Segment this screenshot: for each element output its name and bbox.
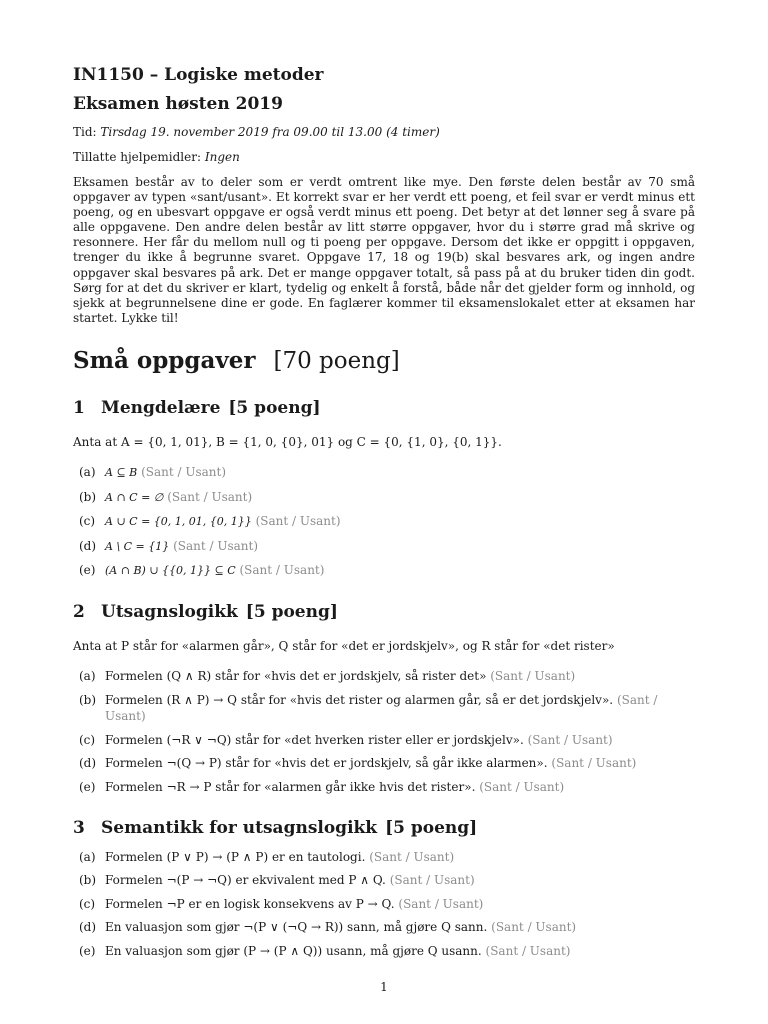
question-text: A ∪ C = {0, 1, 01, {0, 1}} <box>105 515 252 529</box>
exam-instructions: Eksamen består av to deler som er verdt omtrent like mye. Den første delen består av 70 små oppgaver av typen «sant/usant». Et korrekt svar er her verdt ett poeng, et feil svar er verdt minus ett poeng, og en ubesvart oppgave er også verdt minus ett poeng. Det betyr at det lønner seg å svare på alle oppgavene. Den andre delen består av litt større oppgaver, hvor du i større grad må skrive og resonnere. Her får du mellom null og ti poeng per oppgave. Dersom det ikke er oppgitt i oppgaven, trenger du ikke å begrunne svaret. Oppgave 17, 18 og 19(b) skal besvares ark, og ingen andre oppgaver skal besvares på ark. Det er mange oppgaver totalt, så pass på at du bruker tiden din godt. Sørg for at det du skriver er klart, tydelig og enkelt å forstå, både når det gjelder form og innhold, og sjekk at begrunnelsene dine er gode. En faglærer kommer til eksamenslokalet etter at eksamen har startet. Lykke til! <box>73 175 695 325</box>
answer-options: (Sant / Usant) <box>173 538 259 553</box>
answer-options: (Sant / Usant) <box>255 514 341 529</box>
question-text: Formelen ¬(Q → P) står for «hvis det er jordskjelv, så går ikke alarmen». <box>105 756 548 771</box>
answer-options: (Sant / Usant) <box>490 669 576 684</box>
section-title: Mengdelære <box>101 397 221 418</box>
answer-options: (Sant / Usant) <box>398 896 484 911</box>
answer-options: (Sant / Usant) <box>105 692 658 723</box>
question-label: (e) <box>79 779 96 794</box>
question-text: Formelen ¬P er en logisk konsekvens av P → Q. <box>105 896 395 911</box>
question-item <box>73 849 695 865</box>
part-title: Små oppgaver <box>73 346 256 374</box>
section-number: 1 <box>73 397 85 418</box>
question-list <box>73 849 695 959</box>
section-title: Semantikk for utsagnslogikk <box>101 817 378 838</box>
question-item <box>73 755 695 771</box>
section-title: Utsagnslogikk <box>101 602 238 623</box>
question-label: (c) <box>79 514 96 529</box>
question-text: En valuasjon som gjør (P → (P ∧ Q)) usann, må gjøre Q usann. <box>105 944 482 959</box>
question-text: Formelen (P ∨ P) → (P ∧ P) er en tautologi. <box>105 849 366 864</box>
answer-options: (Sant / Usant) <box>527 732 613 747</box>
answer-options: (Sant / Usant) <box>141 464 227 479</box>
question-item <box>73 668 695 684</box>
section-points: [5 poeng] <box>385 817 478 838</box>
aids-label: Tillatte hjelpemidler: <box>73 150 202 164</box>
question-text: Formelen (Q ∧ R) står for «hvis det er jordskjelv, så rister det» <box>105 669 487 684</box>
question-label: (b) <box>79 692 97 707</box>
question-label: (a) <box>79 669 96 684</box>
question-item <box>73 943 695 959</box>
page-content <box>73 64 695 967</box>
exam-time <box>73 124 695 140</box>
question-item <box>73 896 695 912</box>
section-heading <box>73 397 695 419</box>
section-number: 3 <box>73 817 85 838</box>
question-label: (a) <box>79 849 96 864</box>
question-item <box>73 562 695 579</box>
section-intro: Anta at A = {0, 1, 01}, B = {1, 0, {0}, 01} og C = {0, {1, 0}, {0, 1}}. <box>73 434 502 449</box>
time-value: Tirsdag 19. november 2019 fra 09.00 til 13.00 (4 timer) <box>100 125 440 139</box>
answer-options: (Sant / Usant) <box>491 920 577 935</box>
question-item <box>73 513 695 530</box>
course-title: IN1150 – Logiske metoder <box>73 65 324 85</box>
question-item <box>73 919 695 935</box>
question-list <box>73 464 695 579</box>
section-heading <box>73 601 695 623</box>
section-number: 2 <box>73 602 85 623</box>
question-item <box>73 692 695 724</box>
exam-title: Eksamen høsten 2019 <box>73 94 283 114</box>
question-item <box>73 538 695 555</box>
question-text: A ⊆ B <box>105 465 138 479</box>
question-text: En valuasjon som gjør ¬(P ∨ (¬Q → R)) sann, må gjøre Q sann. <box>105 920 488 935</box>
question-text: A ∩ C = ∅ <box>105 490 164 504</box>
question-item <box>73 779 695 795</box>
time-label: Tid: <box>73 125 97 139</box>
part-points: [70 poeng] <box>273 347 400 374</box>
section-points: [5 poeng] <box>245 602 338 623</box>
question-label: (b) <box>79 489 97 504</box>
question-text: Formelen ¬(P → ¬Q) er ekvivalent med P ∧ Q. <box>105 873 386 888</box>
part-heading <box>73 347 695 375</box>
section-intro: Anta at P står for «alarmen går», Q står for «det er jordskjelv», og R står for «det rister» <box>73 639 615 654</box>
question-list <box>73 668 695 794</box>
page-number: 1 <box>380 980 388 994</box>
answer-options: (Sant / Usant) <box>369 849 455 864</box>
section-2 <box>73 601 695 794</box>
question-item <box>73 489 695 506</box>
question-label: (e) <box>79 563 96 578</box>
question-label: (d) <box>79 920 97 935</box>
question-label: (c) <box>79 896 96 911</box>
question-label: (d) <box>79 538 97 553</box>
allowed-aids <box>73 149 695 165</box>
section-3 <box>73 817 695 959</box>
section-points: [5 poeng] <box>228 397 321 418</box>
question-text: Formelen (¬R ∨ ¬Q) står for «det hverken rister eller er jordskjelv». <box>105 732 524 747</box>
answer-options: (Sant / Usant) <box>167 489 253 504</box>
aids-value: Ingen <box>204 150 240 164</box>
answer-options: (Sant / Usant) <box>389 873 475 888</box>
question-item <box>73 464 695 481</box>
question-label: (e) <box>79 944 96 959</box>
question-label: (d) <box>79 756 97 771</box>
answer-options: (Sant / Usant) <box>239 563 325 578</box>
question-text: Formelen ¬R → P står for «alarmen går ikke hvis det rister». <box>105 779 476 794</box>
answer-options: (Sant / Usant) <box>479 779 565 794</box>
question-text: A \ C = {1} <box>105 539 170 553</box>
question-label: (c) <box>79 732 96 747</box>
question-label: (b) <box>79 873 97 888</box>
question-label: (a) <box>79 464 96 479</box>
section-heading <box>73 817 695 839</box>
question-text: Formelen (R ∧ P) → Q står for «hvis det rister og alarmen går, så er det jordskjelv». <box>105 692 614 707</box>
section-1 <box>73 397 695 579</box>
question-text: (A ∩ B) ∪ {{0, 1}} ⊆ C <box>105 564 236 578</box>
answer-options: (Sant / Usant) <box>485 944 571 959</box>
answer-options: (Sant / Usant) <box>551 756 637 771</box>
question-item <box>73 872 695 888</box>
question-item <box>73 732 695 748</box>
